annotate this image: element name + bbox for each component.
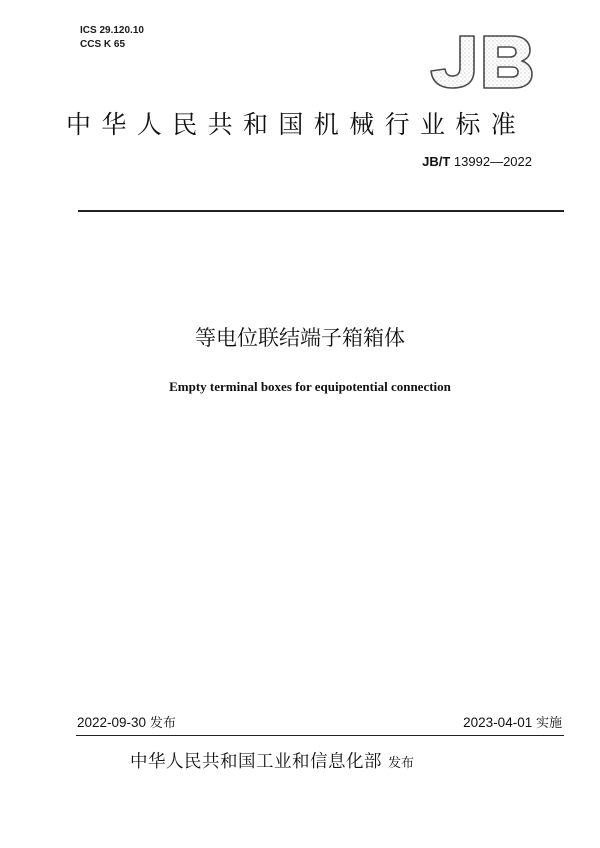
issue-date-label: 发布: [149, 716, 176, 731]
publisher-action: 发布: [388, 756, 415, 771]
document-title-chinese: 等电位联结端子箱箱体: [195, 326, 405, 350]
standard-number: [422, 153, 532, 171]
implementation-date-label: 实施: [535, 716, 562, 731]
implementation-date: [463, 714, 562, 733]
standard-category-heading: 中华人民共和国机械行业标准: [66, 110, 527, 139]
ics-code: ICS 29.120.10: [80, 25, 144, 36]
publisher-line: [130, 750, 414, 776]
ccs-code: CCS K 65: [80, 39, 126, 50]
jb-logo: [428, 32, 534, 90]
header-divider: [78, 210, 564, 212]
document-title-english: Empty terminal boxes for equipotential connection: [169, 379, 451, 394]
standard-prefix: JB/T: [422, 154, 451, 169]
issue-date: [77, 714, 176, 733]
issue-date-value: 2022-09-30: [77, 715, 147, 730]
footer-divider: [76, 735, 564, 736]
implementation-date-value: 2023-04-01: [463, 715, 533, 730]
classification-codes: [80, 24, 144, 52]
publisher-organization: 中华人民共和国工业和信息化部: [130, 752, 382, 772]
standard-code: 13992—2022: [453, 154, 532, 169]
